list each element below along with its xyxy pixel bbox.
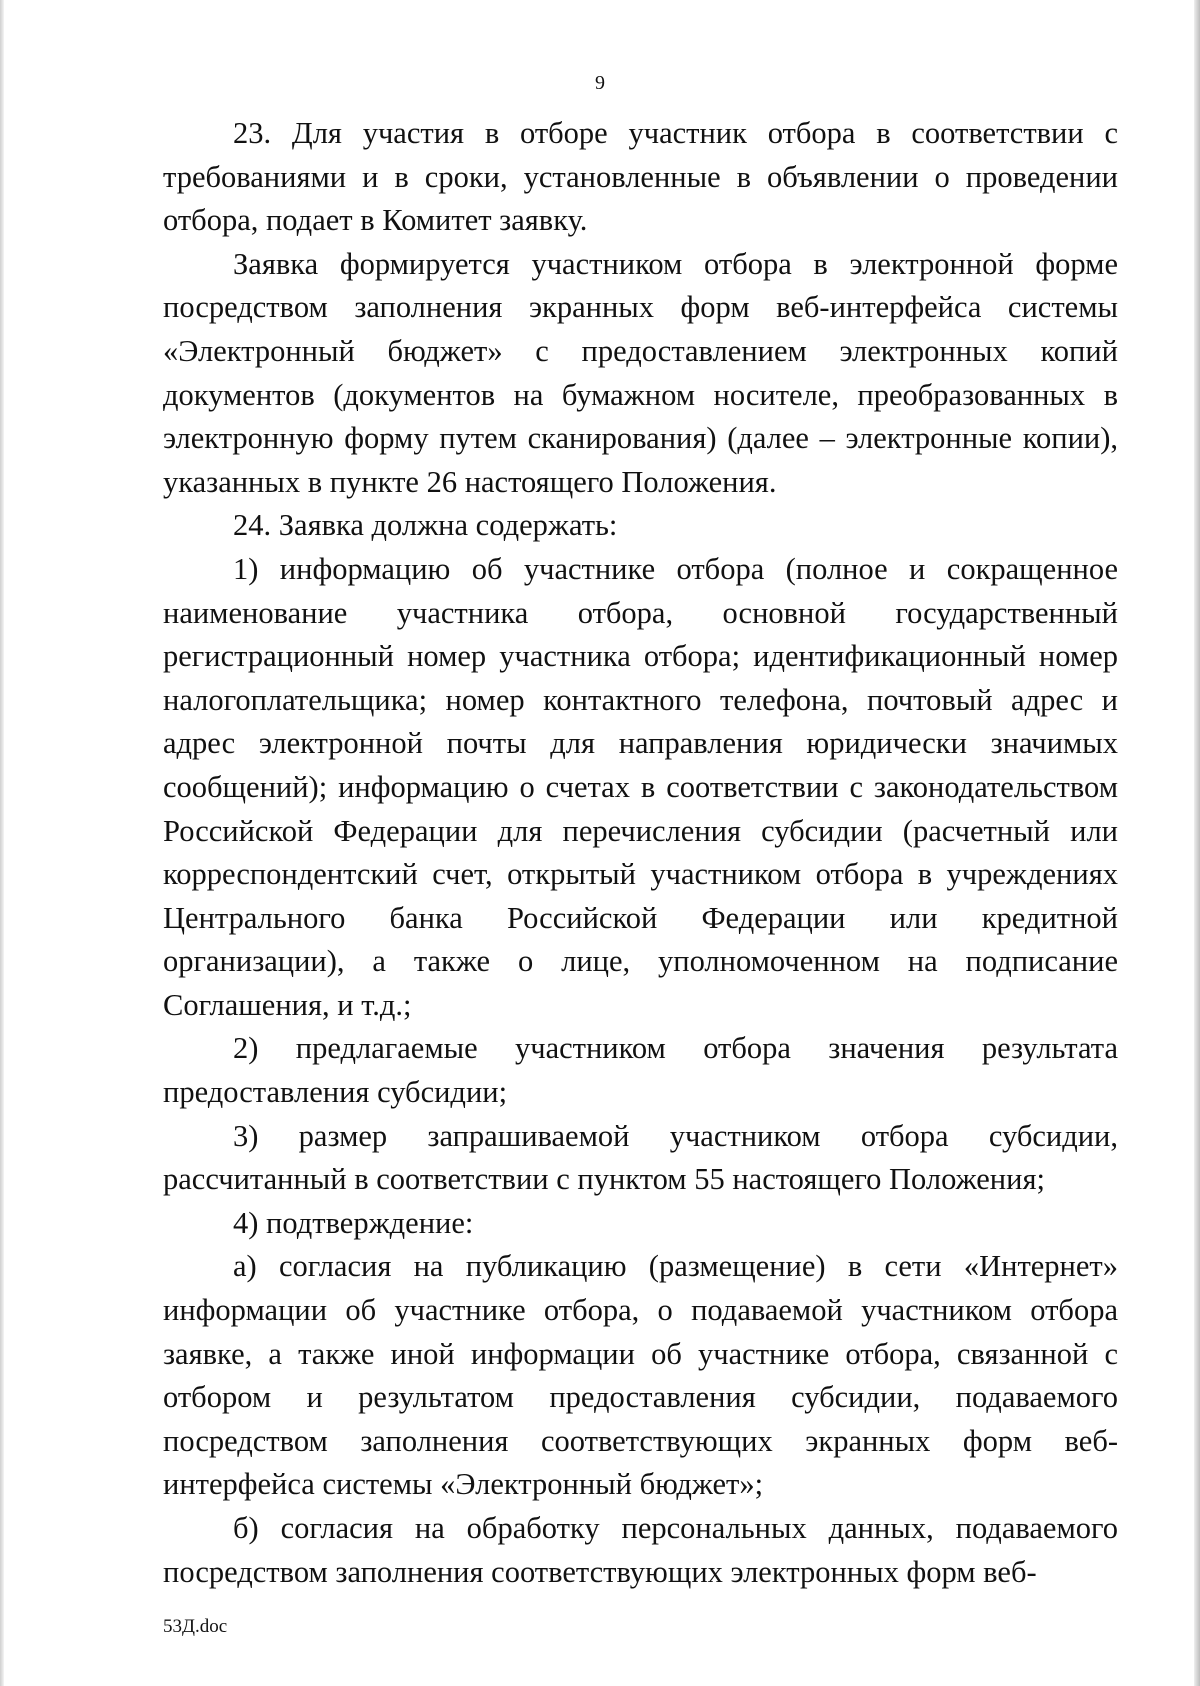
paragraph-23: 23. Для участия в отборе участник отбора в соответствии с требованиями и в сроки, установленные в объявлении о проведении отбора, подает в Комитет заявку. bbox=[163, 116, 1118, 238]
paragraph-application-form: Заявка формируется участником отбора в электронной форме посредством заполнения экранных форм веб-интерфейса системы «Электронный бюджет» с предоставлением электронных копий документов (документов на бумажном носителе, преобразованных в электронную форму путем сканирования) (далее – электронные копии), указанных в пункте 26 настоящего Положения. bbox=[163, 246, 1118, 499]
paragraph-item-4b: б) согласия на обработку персональных данных, подаваемого посредством заполнения соответствующих электронных форм веб- bbox=[163, 1511, 1118, 1589]
paragraph-item-4a: а) согласия на публикацию (размещение) в сети «Интернет» информации об участнике отбора, о подаваемой участником отбора заявке, а также иной информации об участнике отбора, связанной с отбором и результатом предоставления субсидии, подаваемого посредством заполнения соответствующих экранных форм веб-интерфейса системы «Электронный бюджет»; bbox=[163, 1249, 1118, 1502]
page-number: 9 bbox=[595, 72, 605, 94]
paragraph-item-2: 2) предлагаемые участником отбора значения результата предоставления субсидии; bbox=[163, 1031, 1118, 1110]
document-body bbox=[163, 112, 1118, 1594]
paragraph-item-3: 3) размер запрашиваемой участником отбора субсидии, рассчитанный в соответствии с пунктом 55 настоящего Положения; bbox=[163, 1118, 1118, 1197]
scan-edge-left bbox=[0, 0, 4, 1686]
scan-edge-right bbox=[1194, 0, 1200, 1686]
paragraph-24: 24. Заявка должна содержать: bbox=[233, 508, 618, 543]
paragraph-item-4: 4) подтверждение: bbox=[233, 1205, 474, 1240]
paragraph-item-1: 1) информацию об участнике отбора (полное и сокращенное наименование участника отбора, основной государственный регистрационный номер участника отбора; идентификационный номер налогоплательщика; номер контактного телефона, почтовый адрес и адрес электронной почты для направления юридически значимых сообщений); информацию о счетах в соответствии с законодательством Российской Федерации для перечисления субсидии (расчетный или корреспондентский счет, открытый участником отбора в учреждениях Центрального банка Российской Федерации или кредитной организации), а также о лице, уполномоченном на подписание Соглашения, и т.д.; bbox=[163, 551, 1118, 1022]
footer-filename: 53Д.doc bbox=[163, 1616, 228, 1637]
